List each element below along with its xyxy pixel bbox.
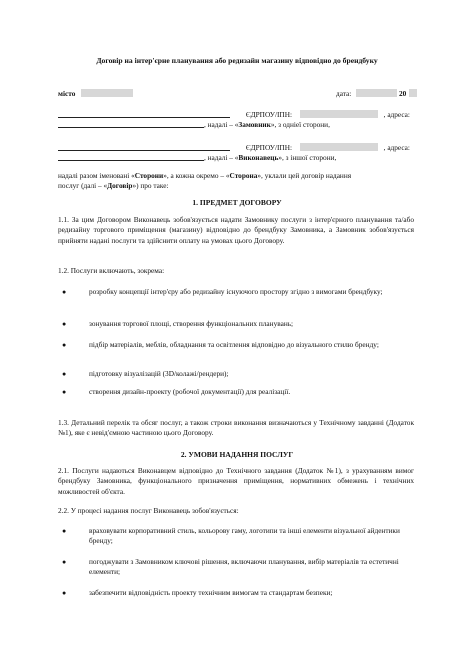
party2-line2 xyxy=(58,152,414,163)
bullet-icon: ● xyxy=(62,341,67,349)
bullet-icon: ● xyxy=(62,370,67,378)
date-field[interactable] xyxy=(356,89,397,97)
clause-2-1: 2.1. Послуги надаються Виконавцем відповідно до Технічного завдання (Додаток №1), з урахуванням вимог брендбуку Замовника, функціонального призначення приміщення, нормативних обмежень і технічних можливостей об'єкта. xyxy=(58,466,414,496)
intro-paragraph: надалі разом іменовані «Сторони», а кожна окремо – «Сторона», уклали цей договір надання послуг (далі – «Договір») про таке: xyxy=(58,171,352,191)
clause-1-1: 1.1. За цим Договором Виконавець зобов'язується надати Замовнику послуги з інтер'єрного планування та/або редизайну торгового приміщення (магазину) відповідно до брендбуку Замовника, а Замовник зобов'язується прийняти надані послуги та здійснити оплату на умовах цього Договору. xyxy=(58,215,414,245)
party2-line1: ЄДРПОУ/ІПН: , адреса: xyxy=(58,142,414,153)
bullet-icon: ● xyxy=(62,558,67,566)
place-field[interactable] xyxy=(81,89,133,97)
party1-named-prefix: , надалі – « xyxy=(204,120,239,129)
document-page: Договір на інтер'єрне планування або редизайн магазину відповідно до брендбуку місто дата: 20 ЄДРПОУ/ІПН: , адреса: , надалі – «Замовник», з одніеї сторони, ЄДРПОУ/ІПН: , адреса: , надалі – «Виконавець», з іншої сторони, надалі разом іменовані «Сторони», а кожна окремо – «Сторона», уклали цей договір надання послуг (далі – «Договір») про таке: 1. ПРЕДМЕТ ДОГОВОРУ 1.1. За цим Договором Виконавець зобов'язується надати Замовнику послуги з інтер'єрного планування та/або редизайну торгового приміщення (магазину) відповідно до брендбуку Замовника, а Замовник зобов'язується прийняти надані послуги та здійснити оплату на умовах цього Договору. 1.2. Послуги включають, зокрема: ● розробку концепції інтер'єру або редизайну існуючого простору згідно з вимогами брендбуку; ● зонування торгової площі, створення функціональних планувань; ● підбір матеріалів, меблів, обладнання та освітлення відповідно до візуального стилю бренду; ● підготовку візуалізацій (3D/колажі/рендери); ● створення дизайн-проекту (робочої документації) для реалізації. 1.3. Детальний перелік та обсяг послуг, а також строки виконання визначаються у Технічному завданні (Додаток №1), яке є невід'ємною частиною цього Договору. 2. УМОВИ НАДАННЯ ПОСЛУГ 2.1. Послуги надаються Виконавцем відповідно до Технічного завдання (Додаток №1), з урахуванням вимог брендбуку Замовника, функціонального призначення приміщення, нормативних обмежень і технічних можливостей об'єкта. 2.2. У процесі надання послуг Виконавець зобов'язується: ● враховувати корпоративний стиль, кольорову гаму, логотипи та інші елементи візуальної айдентики бренду; ● погоджувати з Замовником ключові рішення, включаючи планування, вибір матеріалів та естетичні елементи; ● забезпечити відповідність проекту технічним вимогам та стандартам безпеки; xyxy=(0,0,474,670)
party1-address-field[interactable] xyxy=(58,119,204,128)
party2-name-field[interactable] xyxy=(58,142,230,151)
party2-address-field[interactable] xyxy=(58,152,204,161)
bullet-icon: ● xyxy=(62,288,67,296)
date-year-field[interactable] xyxy=(409,89,417,97)
party1-address-label: адреса: xyxy=(387,110,410,119)
bullet-icon: ● xyxy=(62,527,67,535)
clause-1-3: 1.3. Детальний перелік та обсяг послуг, а також строки виконання визначаються у Технічному завданні (Додаток №1), яке є невід'ємною частиною цього Договору. xyxy=(58,418,414,438)
date-label: дата: xyxy=(336,89,352,98)
party2-named-prefix: , надалі – « xyxy=(204,153,239,162)
bullet-icon: ● xyxy=(62,589,67,597)
party2-edrpou-label: ЄДРПОУ/ІПН: xyxy=(245,143,292,152)
date-year: 20 xyxy=(398,89,407,98)
place-line xyxy=(58,89,133,99)
section1-heading: 1. ПРЕДМЕТ ДОГОВОРУ xyxy=(192,198,282,207)
document-title: Договір на інтер'єрне планування або редизайн магазину відповідно до брендбуку xyxy=(96,56,378,65)
bullet-icon: ● xyxy=(62,388,67,396)
section2-heading: 2. УМОВИ НАДАННЯ ПОСЛУГ xyxy=(180,450,294,459)
party2-named-suffix: », з іншої сторони, xyxy=(278,153,337,162)
party1-line1: ЄДРПОУ/ІПН: , адреса: xyxy=(58,109,414,120)
party1-edrpou-field[interactable] xyxy=(300,110,378,118)
bullet-icon: ● xyxy=(62,320,67,328)
party1-line2 xyxy=(58,119,414,130)
party2-address-label: адреса: xyxy=(387,143,410,152)
place-label: місто xyxy=(58,89,76,98)
party1-named-suffix: », з одніеї сторони, xyxy=(270,120,330,129)
party1-name-field[interactable] xyxy=(58,109,230,118)
party2-edrpou-field[interactable] xyxy=(300,143,378,151)
clause-1-2: 1.2. Послуги включають, зокрема: xyxy=(58,266,165,275)
party1-role: Замовник xyxy=(238,120,271,129)
clause-2-2: 2.2. У процесі надання послуг Виконавець зобов'язується: xyxy=(58,506,239,515)
party1-edrpou-label: ЄДРПОУ/ІПН: xyxy=(245,110,292,119)
party2-role: Виконавець xyxy=(238,153,279,162)
date-line xyxy=(336,89,417,99)
